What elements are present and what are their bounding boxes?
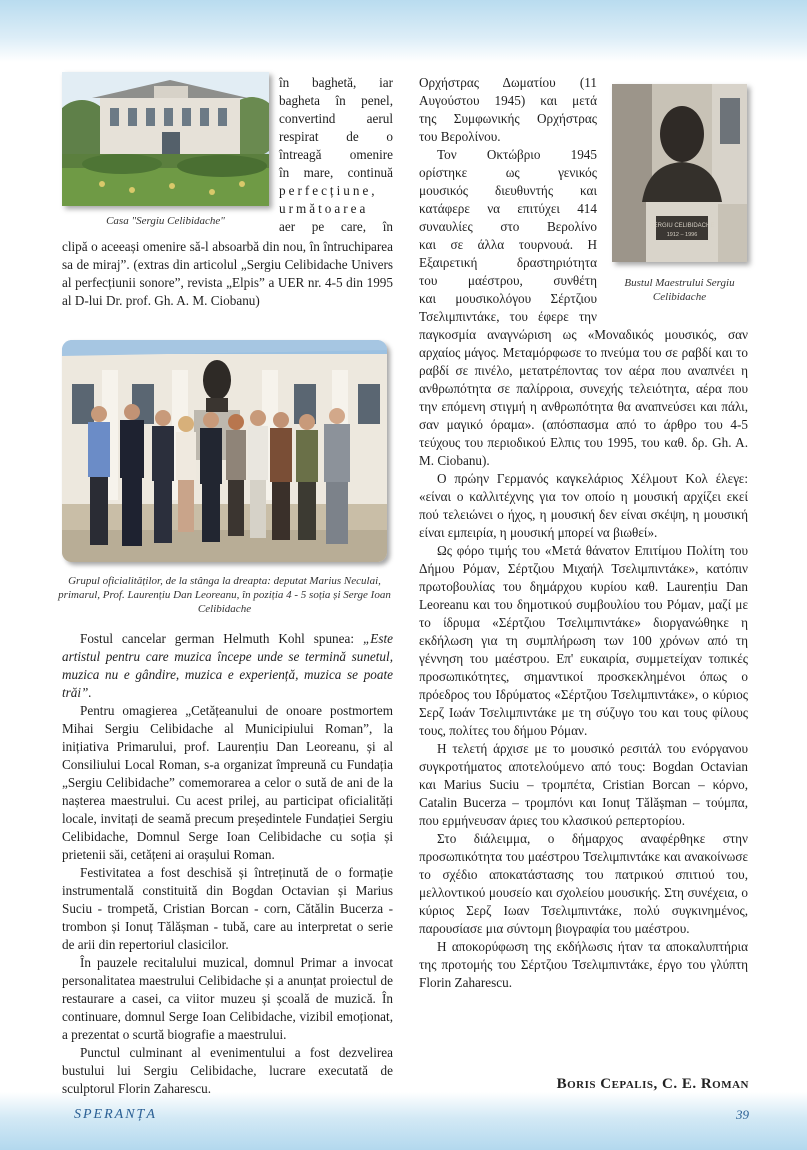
wrap-line: perfecțiune, [279, 183, 378, 198]
house-caption: Casa "Sergiu Celibidache" [106, 215, 225, 227]
paragraph: În pauzele recitalului muzical, domnul Primar a invocat personalitatea maestrului Celibidache și a anunțat proiectul de restaurare a casei, ca viitor muzeu și școală de muzică. În continuare, domnul Serge Ioan Celibidache, vizibil emoționat, a prezentat o scurtă biografie a maestrului. [62, 955, 393, 1042]
magazine-name: SPERANȚA [74, 1107, 157, 1122]
group-photo [62, 340, 387, 562]
house-photo [62, 72, 269, 206]
wrap-line: Τσελιμπιντάκε, του έφερε την [419, 309, 597, 324]
wrap-line: Αυγούστου 1945) και μετά [419, 93, 597, 108]
kohl-quote: „Este artistul pentru care muzica începe unde se termină sunetul, muzica nu e gândire, muzica e experiență, muzica se poate trăi”. [62, 631, 393, 700]
paragraph: Festivitatea a fost deschisă și întreținută de o formație instrumentală constituită din Bogdan Octavian și Marius Suciu - trompetă, Cristian Borcan - corn, Cătălin Bucerza - trombon și Ionuț Tălășman - tubă, care au interpretat o serie de arii din repertoriul clasicilor. [62, 865, 393, 952]
intro-paragraph: clipă o aceeași omenire să-l absoarbă din nou, în întruchiparea sa de miraj”. (extras din articolul „Sergiu Celibidache Univers al perfecțiunii sonore”, revista „Elpis” a UER nr. 4-5 din 1995 al D-lui Dr. prof. Gh. A. M. Ciobanu) [62, 239, 393, 308]
header-band [0, 0, 807, 62]
wrap-line: bagheta în penel, [279, 93, 393, 108]
right-column-body [419, 326, 748, 992]
left-column-body [62, 630, 393, 1098]
bust-caption: Bustul Maestrului Sergiu Celibidache [624, 277, 735, 303]
wrap-line: και σε άλλα τουρνουά. Η [419, 237, 597, 252]
wrap-line: της Συμφωνικής Ορχήστρας [419, 111, 597, 126]
left-intro-continuation [62, 238, 393, 310]
paragraph: Η τελετή άρχισε με το μουσικό ρεσιτάλ του ενόργανου συγκροτήματος αποτελούμενο από τους: Bogdan Octavian και Marius Suciu – τρομπέτα, Cristian Borcan – κόρνο, Catalin Bucerza – τρομπόνι και Ionuț Tălășman – τούμπα, που ερμήνευσαν άριες του κλασικού ρεπερτορίου. [419, 741, 748, 828]
paragraph: Στο διάλειμμα, ο δήμαρχος αναφέρθηκε στην προσωπικότητα του μαέστρου Τσελιμπιντάκε και ανακοίνωσε το σχέδιο αποκατάστασης του πατρικού σπιτιού του, μελλοντικού μουσείο και σχολείου μουσικής. Στη συνέχεια, ο κύριος Σερζ Ιωαν Τσελιμπιντάκε, πολύ συγκινημένος, παρουσίασε μια σύντομη βιογραφία του μαέστρου. [419, 831, 748, 936]
wrap-line: μουσικός διευθυντής και [419, 183, 597, 198]
paragraph: παγκοσμία αναγνώριση ως «Μοναδικός μουσικός, σαν αρχαίος μάγος. Μεταμόρφωσε το πνεύμα του σε ραβδί και το ραβδί σε πινέλο, μετατρέποντας τον αέρα που αναπνέει η ανθρωπότητα σε παλίρροια, συνεχής τελειότητα, αέρα που την επόμενη στιγμή η ανθρωπότητα θα αναπνεύσει και πάλι, σαν μαγικό όραμα». (απόσπασμα από το άρθρο του 4-5 τεύχους του περιοδικού Ελπις του 1995, του καθ. δρ. Gh. A. M. Ciobanu). [419, 327, 748, 468]
paragraph: Η αποκορύφωση της εκδήλωσις ήταν τα αποκαλυπτήρια της προτομής του Σέρτζιου Τσελιμπιντάκε, έργο του γλύπτη Florin Zaharescu. [419, 939, 748, 990]
wrap-line: κατάφερε να επιτύχει 414 [419, 201, 597, 216]
wrap-line: următoarea [279, 201, 369, 216]
paragraph: Ο πρώην Γερμανός καγκελάριος Χέλμουτ Κολ έλεγε: «είναι ο καλλιτέχνης για τον οποίο η μουσική αρχίζει εκεί πού τελειώνει ο ήχος, η μουσική δεν είναι σκέψη, η μουσική είναι εμπειρία, η μουσική μπορεί να βιωθεί». [419, 471, 748, 540]
wrap-line: respirat de o [279, 129, 393, 144]
kohl-paragraph [62, 630, 393, 702]
wrap-line: Εξαιρετική δραστηριότητα [419, 255, 597, 270]
wrap-line: convertind aerul [279, 111, 393, 126]
left-wrap-text [279, 74, 393, 236]
paragraph: Pentru omagierea „Cetățeanului de onoare postmortem Mihai Sergiu Celibidache al Municipiului Roman”, la inițiativa Primarului, prof. Laurențiu Dan Leoreanu, și al Consiliului Local Roman, s-a organizat împreună cu Fundația „Sergiu Celibidache” comemorarea a celor o sută de ani de la nașterea maestrului. Cu acest prilej, au participat oficialități locale, invitați de seamă precum președintele Fundației Sergiu Celibidache, Domnul Serge Ioan Celibidache cu soția și prietenii săi, cetățeni ai orașului Roman. [62, 703, 393, 862]
wrap-line: în baghetă, iar [279, 75, 393, 90]
wrap-line: întreagă omenire [279, 147, 393, 162]
paragraph: Ως φόρο τιμής του «Μετά θάνατον Επιτίμου Πολίτη του Δήμου Ρόμαν, Σέρτζιου Μιχαήλ Τσελιμπιντάκε», κατόπιν πρωτοβουλίας του δημάρχου κυρίου καθ. Laurențiu Dan Leoreanu και του δημοτικού συμβουλίου του Ρόμαν, μαζί με το ίδρυμα «Σέρτζιου Τσελιμπιντάκε» διοργανώθηκε η εκδήλωση για τη συμπλήρωση των 100 χρόνων από τη γέννηση του μαέστρου. Επ' ευκαιρία, συμμετείχαν τοπικές προσωπικότητες, σημαντικοί προσκεκλημένοι όπως ο πρόεδρος του Ιδρύματος «Σέρτζιου Τσελιμπιντάκε», ο κύριος Σερζ Ιωάν Τσελιμπιντάκε με τη σύζυγο του και τους φίλους τους, πολίτες του δήμου Ρόμαν. [419, 543, 748, 738]
bust-plaque-name: SERGIU CELIBIDACHE [649, 223, 715, 229]
author-signature: Boris Cepalis, C. E. Roman [556, 1076, 749, 1092]
bust-photo [612, 84, 747, 262]
wrap-line: Τον Οκτώβριο 1945 [437, 147, 597, 162]
wrap-line: συναυλίες στο Βερολίνο [419, 219, 597, 234]
wrap-line: του μαέστρου, συνθέτη [419, 273, 597, 288]
wrap-line: και μουσικολόγου Σέρτζιου [419, 291, 597, 306]
paragraph: Punctul culminant al evenimentului a fost dezvelirea bustului lui Sergiu Celibidache, lucrare executată de sculptorul Florin Zaharescu. [62, 1045, 393, 1096]
wrap-line: în mare, continuă [279, 165, 393, 180]
kohl-intro: Fostul cancelar german Helmuth Kohl spunea: [80, 631, 363, 646]
wrap-line: aer pe care, în [279, 219, 393, 234]
bust-plaque-years: 1912 – 1996 [666, 232, 698, 238]
wrap-line: ορίστηκε ως γενικός [419, 165, 597, 180]
wrap-line: Ορχήστρας Δωματίου (11 [419, 75, 597, 90]
group-caption: Grupul oficialităților, de la stânga la dreapta: deputat Marius Neculai, primarul, Prof. Laurențiu Dan Leoreanu, în poziția 4 - 5 soția și Serge Ioan Celibidache [58, 575, 391, 615]
wrap-line: του Βερολίνου. [419, 129, 501, 144]
right-wrap-text [419, 74, 597, 326]
page-number: 39 [736, 1107, 749, 1122]
